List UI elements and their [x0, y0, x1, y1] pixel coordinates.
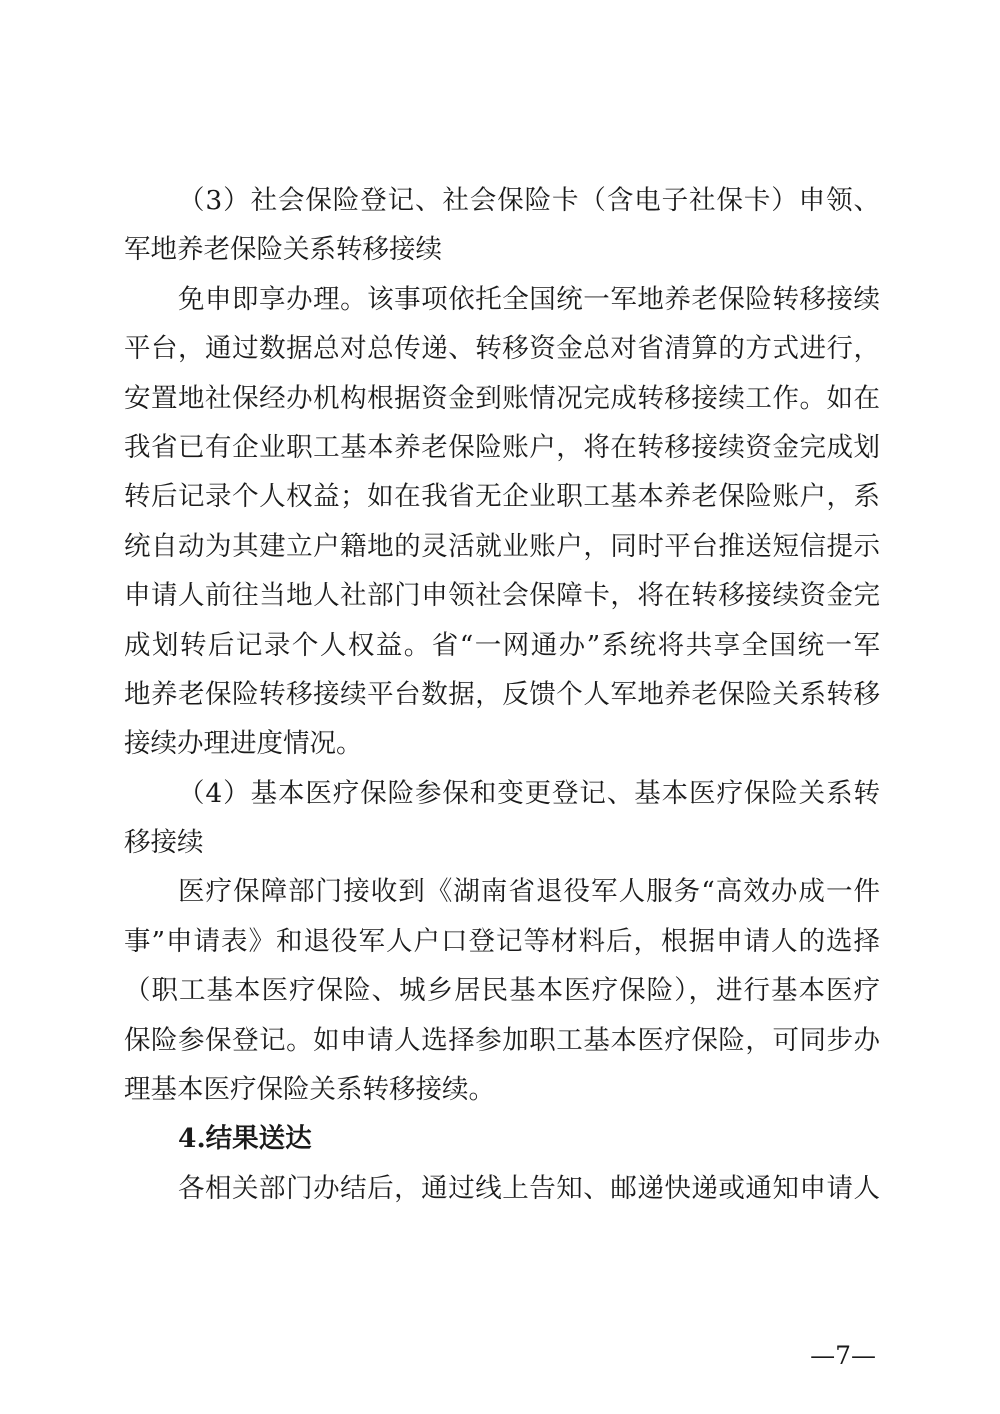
text-line: （4）基本医疗保险参保和变更登记、基本医疗保险关系转 [178, 777, 880, 809]
text-line: 接续办理进度情况。 [124, 728, 363, 760]
text-line: 平台，通过数据总对总传递、转移资金总对省清算的方式进行， [124, 333, 880, 365]
text-line: 移接续 [124, 827, 204, 859]
page-number: —7— [810, 1341, 876, 1370]
text-line: 医疗保障部门接收到《湖南省退役军人服务“高效办成一件 [178, 876, 880, 908]
text-line: 事”申请表》和退役军人户口登记等材料后，根据申请人的选择 [124, 925, 880, 957]
text-line: （3）社会保险登记、社会保险卡（含电子社保卡）申领、 [178, 185, 880, 216]
text-line: 理基本医疗保险关系转移接续。 [124, 1074, 495, 1106]
section-heading: 4.结果送达 [178, 1123, 312, 1155]
body-text [124, 176, 880, 1213]
text-line: 各相关部门办结后，通过线上告知、邮递快递或通知申请人 [178, 1172, 880, 1204]
text-line: 申请人前往当地人社部门申领社会保障卡，将在转移接续资金完 [124, 580, 880, 612]
text-line: 成划转后记录个人权益。省“一网通办”系统将共享全国统一军 [124, 629, 880, 661]
text-line: 地养老保险转移接续平台数据，反馈个人军地养老保险关系转移 [124, 678, 880, 710]
text-line: 统自动为其建立户籍地的灵活就业账户，同时平台推送短信提示 [124, 530, 880, 562]
text-line: 安置地社保经办机构根据资金到账情况完成转移接续工作。如在 [124, 382, 880, 414]
text-line: 转后记录个人权益；如在我省无企业职工基本养老保险账户，系 [124, 481, 880, 513]
text-line: 军地养老保险关系转移接续 [124, 234, 442, 266]
text-line: 免申即享办理。该事项依托全国统一军地养老保险转移接续 [178, 283, 880, 315]
text-line: 我省已有企业职工基本养老保险账户，将在转移接续资金完成划 [124, 431, 880, 463]
text-line: （职工基本医疗保险、城乡居民基本医疗保险），进行基本医疗 [124, 975, 880, 1007]
text-line: 保险参保登记。如申请人选择参加职工基本医疗保险，可同步办 [124, 1024, 880, 1056]
